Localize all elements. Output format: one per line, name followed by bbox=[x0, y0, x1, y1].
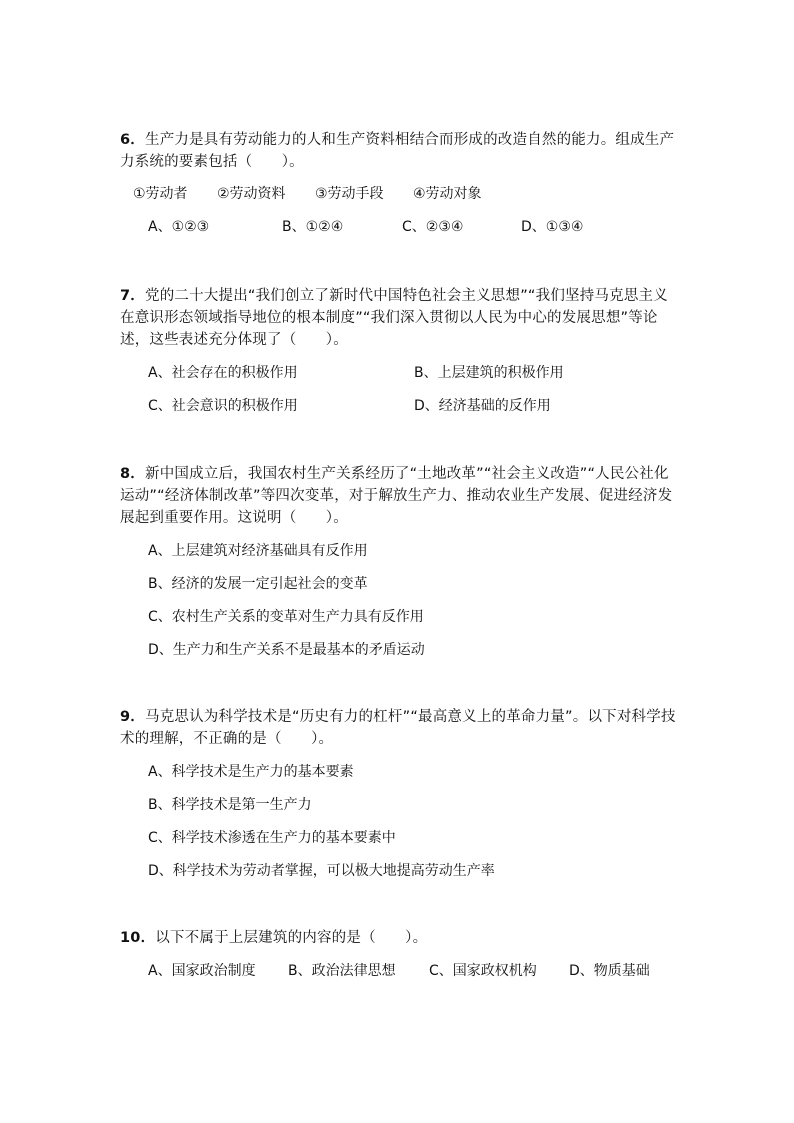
question-6-item-2: ②劳动资料 bbox=[217, 186, 286, 202]
question-7-options-row-2 bbox=[148, 395, 680, 417]
question-7-option-a[interactable]: A、社会存在的积极作用 bbox=[148, 365, 298, 381]
question-10-options bbox=[148, 960, 680, 982]
question-10 bbox=[120, 927, 680, 982]
question-6 bbox=[120, 129, 680, 238]
question-9-option-a[interactable]: A、科学技术是生产力的基本要素 bbox=[148, 764, 354, 780]
question-9-option-d[interactable]: D、科学技术为劳动者掌握，可以极大地提高劳动生产率 bbox=[148, 863, 495, 879]
question-6-item-3: ③劳动手段 bbox=[315, 186, 384, 202]
question-7-text: 党的二十大提出“我们创立了新时代中国特色社会主义思想”“我们坚持马克思主义在意识形态领域指导地位的根本制度”“我们深入贯彻以人民为中心的发展思想”等论述，这些表述充分体现了（ ）。 bbox=[120, 288, 668, 348]
question-7-stem bbox=[120, 285, 680, 351]
question-6-number: 6． bbox=[120, 132, 145, 148]
question-10-option-d[interactable]: D、物质基础 bbox=[569, 963, 650, 979]
question-8 bbox=[120, 463, 680, 661]
question-9-option-b[interactable]: B、科学技术是第一生产力 bbox=[148, 797, 312, 813]
question-6-option-a[interactable]: A、①②③ bbox=[148, 219, 210, 235]
question-10-text: 以下不属于上层建筑的内容的是（ ）。 bbox=[155, 930, 428, 946]
question-6-option-b[interactable]: B、①②④ bbox=[282, 219, 344, 235]
question-8-number: 8． bbox=[120, 466, 145, 482]
question-6-items bbox=[133, 183, 680, 205]
question-10-option-a[interactable]: A、国家政治制度 bbox=[148, 963, 256, 979]
question-6-options bbox=[148, 216, 680, 238]
question-7-number: 7． bbox=[120, 288, 145, 304]
question-6-option-d[interactable]: D、①③④ bbox=[521, 219, 584, 235]
question-10-number: 10． bbox=[120, 930, 156, 946]
question-9-text: 马克思认为科学技术是“历史有力的杠杆”“最高意义上的革命力量”。以下对科学技术的理解，不正确的是（ ）。 bbox=[120, 709, 676, 747]
question-9-stem bbox=[120, 706, 680, 750]
question-10-option-c[interactable]: C、国家政权机构 bbox=[429, 963, 537, 979]
question-6-item-4: ④劳动对象 bbox=[413, 186, 482, 202]
question-9-number: 9． bbox=[120, 709, 145, 725]
question-8-option-a[interactable]: A、上层建筑对经济基础具有反作用 bbox=[148, 543, 368, 559]
question-7-option-b[interactable]: B、上层建筑的积极作用 bbox=[414, 365, 564, 381]
question-10-stem bbox=[120, 927, 680, 949]
question-7-options-row-1 bbox=[148, 362, 680, 384]
question-6-stem bbox=[120, 129, 680, 173]
question-8-option-d[interactable]: D、生产力和生产关系不是最基本的矛盾运动 bbox=[148, 642, 425, 658]
question-7 bbox=[120, 285, 680, 417]
question-6-option-c[interactable]: C、②③④ bbox=[402, 219, 464, 235]
question-9-option-c[interactable]: C、科学技术渗透在生产力的基本要素中 bbox=[148, 830, 396, 846]
question-6-item-1: ①劳动者 bbox=[133, 186, 188, 202]
question-8-text: 新中国成立后，我国农村生产关系经历了“土地改革”“社会主义改造”“人民公社化运动”“经济体制改革”等四次变革，对于解放生产力、推动农业生产发展、促进经济发展起到重要作用。这说明（ ）。 bbox=[120, 466, 673, 526]
question-9 bbox=[120, 706, 680, 882]
question-6-text: 生产力是具有劳动能力的人和生产资料相结合而形成的改造自然的能力。组成生产力系统的要素包括（ ）。 bbox=[120, 132, 675, 170]
question-7-option-d[interactable]: D、经济基础的反作用 bbox=[414, 398, 551, 414]
question-10-option-b[interactable]: B、政治法律思想 bbox=[288, 963, 396, 979]
question-8-option-b[interactable]: B、经济的发展一定引起社会的变革 bbox=[148, 576, 368, 592]
question-8-option-c[interactable]: C、农村生产关系的变革对生产力具有反作用 bbox=[148, 609, 424, 625]
question-7-option-c[interactable]: C、社会意识的积极作用 bbox=[148, 398, 298, 414]
question-8-stem bbox=[120, 463, 680, 529]
